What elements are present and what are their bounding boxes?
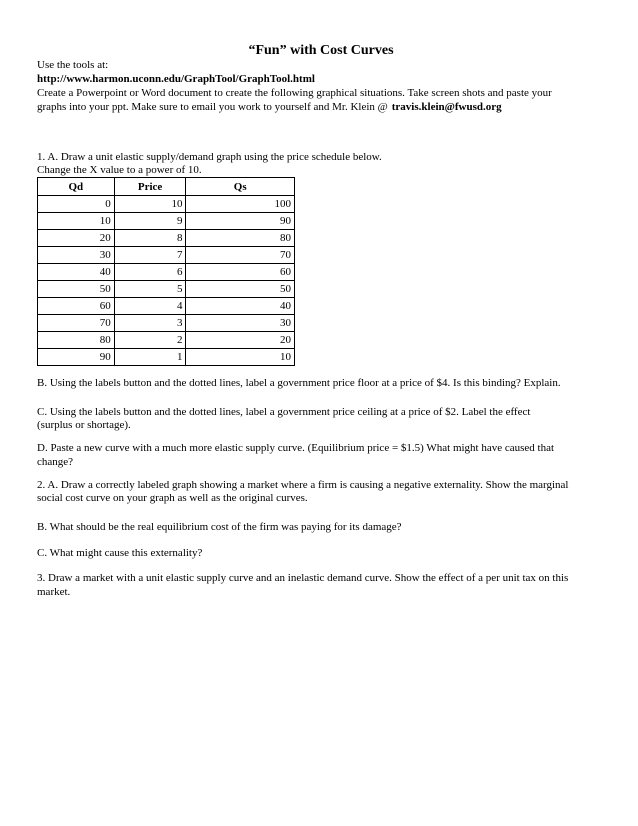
cell-qd: 0	[38, 196, 115, 213]
cell-qd: 90	[38, 349, 115, 366]
cell-qd: 70	[38, 315, 115, 332]
cell-qd: 30	[38, 247, 115, 264]
q3-line-2: market.	[37, 586, 71, 598]
table-row	[38, 315, 295, 332]
cell-qs: 80	[186, 230, 295, 247]
header-price: Price	[114, 178, 186, 196]
q1c-line-2: (surplus or shortage).	[37, 419, 131, 431]
q1a-line-1: 1. A. Draw a unit elastic supply/demand graph using the price schedule below.	[37, 151, 382, 163]
table-row	[38, 196, 295, 213]
q1a-line-2: Change the X value to a power of 10.	[37, 164, 202, 176]
cell-qd: 60	[38, 298, 115, 315]
cell-price: 6	[114, 264, 186, 281]
cell-qs: 100	[186, 196, 295, 213]
table-row	[38, 247, 295, 264]
q3-line-1: 3. Draw a market with a unit elastic supply curve and an inelastic demand curve. Show the effect of a per unit tax on this	[37, 572, 569, 584]
cell-qs: 60	[186, 264, 295, 281]
cell-qs: 10	[186, 349, 295, 366]
cell-qs: 90	[186, 213, 295, 230]
cell-price: 2	[114, 332, 186, 349]
page-title: “Fun” with Cost Curves	[248, 43, 394, 58]
table-row	[38, 213, 295, 230]
table-row	[38, 298, 295, 315]
cell-qd: 20	[38, 230, 115, 247]
cell-qs: 70	[186, 247, 295, 264]
email-link[interactable]: travis.klein@fwusd.org	[391, 101, 502, 113]
cell-qs: 20	[186, 332, 295, 349]
graph-tool-link[interactable]: http://www.harmon.uconn.edu/GraphTool/GraphTool.html	[37, 73, 315, 85]
table-header-row	[38, 178, 295, 196]
table-row	[38, 281, 295, 298]
cell-qs: 40	[186, 298, 295, 315]
cell-qd: 40	[38, 264, 115, 281]
q2c-text: C. What might cause this externality?	[37, 547, 203, 559]
table-row	[38, 264, 295, 281]
intro-line-3: Create a Powerpoint or Word document to create the following graphical situations. Take screen shots and paste your	[37, 87, 552, 99]
cell-price: 5	[114, 281, 186, 298]
cell-qd: 80	[38, 332, 115, 349]
cell-price: 8	[114, 230, 186, 247]
q1b-text: B. Using the labels button and the dotted lines, label a government price floor at a price of $4. Is this binding? Explain.	[37, 377, 561, 389]
price-schedule-table	[37, 177, 295, 366]
cell-qs: 50	[186, 281, 295, 298]
cell-price: 1	[114, 349, 186, 366]
q2a-line-2: social cost curve on your graph as well as the original curves.	[37, 492, 308, 504]
cell-qd: 10	[38, 213, 115, 230]
intro-line-4-text: graphs into your ppt. Make sure to email you work to yourself and Mr. Klein @	[37, 101, 388, 113]
table-row	[38, 230, 295, 247]
cell-price: 4	[114, 298, 186, 315]
q1d-line-2: change?	[37, 456, 74, 468]
cell-price: 10	[114, 196, 186, 213]
table-row	[38, 332, 295, 349]
header-qs: Qs	[186, 178, 295, 196]
cell-qd: 50	[38, 281, 115, 298]
q1c-line-1: C. Using the labels button and the dotted lines, label a government price ceiling at a price of $2. Label the effect	[37, 406, 531, 418]
q2b-text: B. What should be the real equilibrium cost of the firm was paying for its damage?	[37, 521, 402, 533]
cell-qs: 30	[186, 315, 295, 332]
intro-line-1: Use the tools at:	[37, 59, 109, 71]
q1d-line-1: D. Paste a new curve with a much more elastic supply curve. (Equilibrium price = $1.5) What might have caused that	[37, 442, 555, 454]
cell-price: 9	[114, 213, 186, 230]
intro-line-4	[37, 100, 502, 114]
cell-price: 3	[114, 315, 186, 332]
header-qd: Qd	[38, 178, 115, 196]
table-row	[38, 349, 295, 366]
q2a-line-1: 2. A. Draw a correctly labeled graph showing a market where a firm is causing a negative externality. Show the marginal	[37, 479, 569, 491]
cell-price: 7	[114, 247, 186, 264]
